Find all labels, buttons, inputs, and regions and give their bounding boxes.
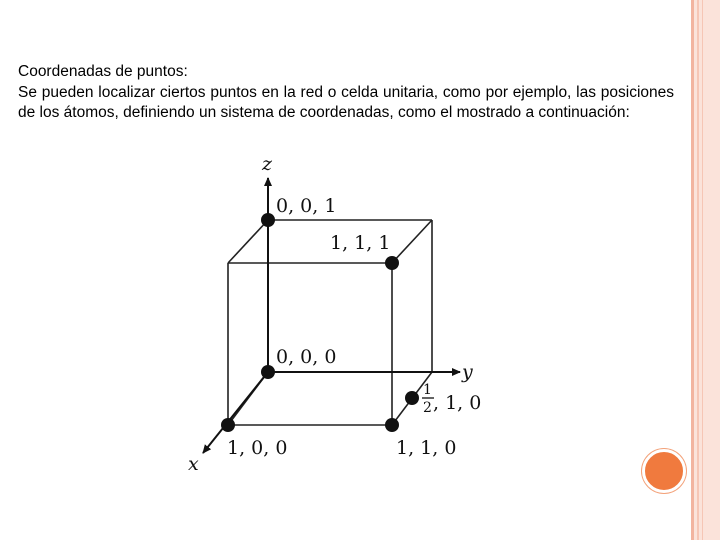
unit-cell-figure — [180, 150, 500, 480]
slide-paragraph: Se pueden localizar ciertos puntos en la red o celda unitaria, como por ejemplo, las posiciones de los átomos, definiendo un sistema de coordenadas, como el mostrado a continuación: — [18, 83, 674, 121]
label-100: 1, 0, 0 — [227, 437, 288, 459]
point-111 — [385, 256, 399, 270]
y-axis-label: y — [462, 361, 473, 383]
unit-cell-diagram — [180, 150, 500, 480]
label-110: 1, 1, 0 — [396, 437, 457, 459]
slide-heading: Coordenadas de puntos: — [18, 63, 188, 80]
point-000 — [261, 365, 275, 379]
point-110 — [385, 418, 399, 432]
point-001 — [261, 213, 275, 227]
fraction-numerator: 1 — [423, 382, 432, 398]
label-000: 0, 0, 0 — [276, 346, 337, 368]
accent-circle — [642, 449, 686, 493]
point-100 — [221, 418, 235, 432]
point-half-10 — [405, 391, 419, 405]
label-001: 0, 0, 1 — [276, 195, 337, 217]
label-half-10 — [422, 382, 481, 416]
x-axis-label: x — [188, 453, 199, 475]
fraction-denominator: 2 — [423, 400, 432, 416]
slide-text — [18, 62, 674, 124]
z-axis-label: z — [262, 153, 273, 175]
label-111: 1, 1, 1 — [330, 232, 391, 254]
label-half-rest: , 1, 0 — [433, 392, 482, 414]
decorative-right-border — [691, 0, 720, 540]
